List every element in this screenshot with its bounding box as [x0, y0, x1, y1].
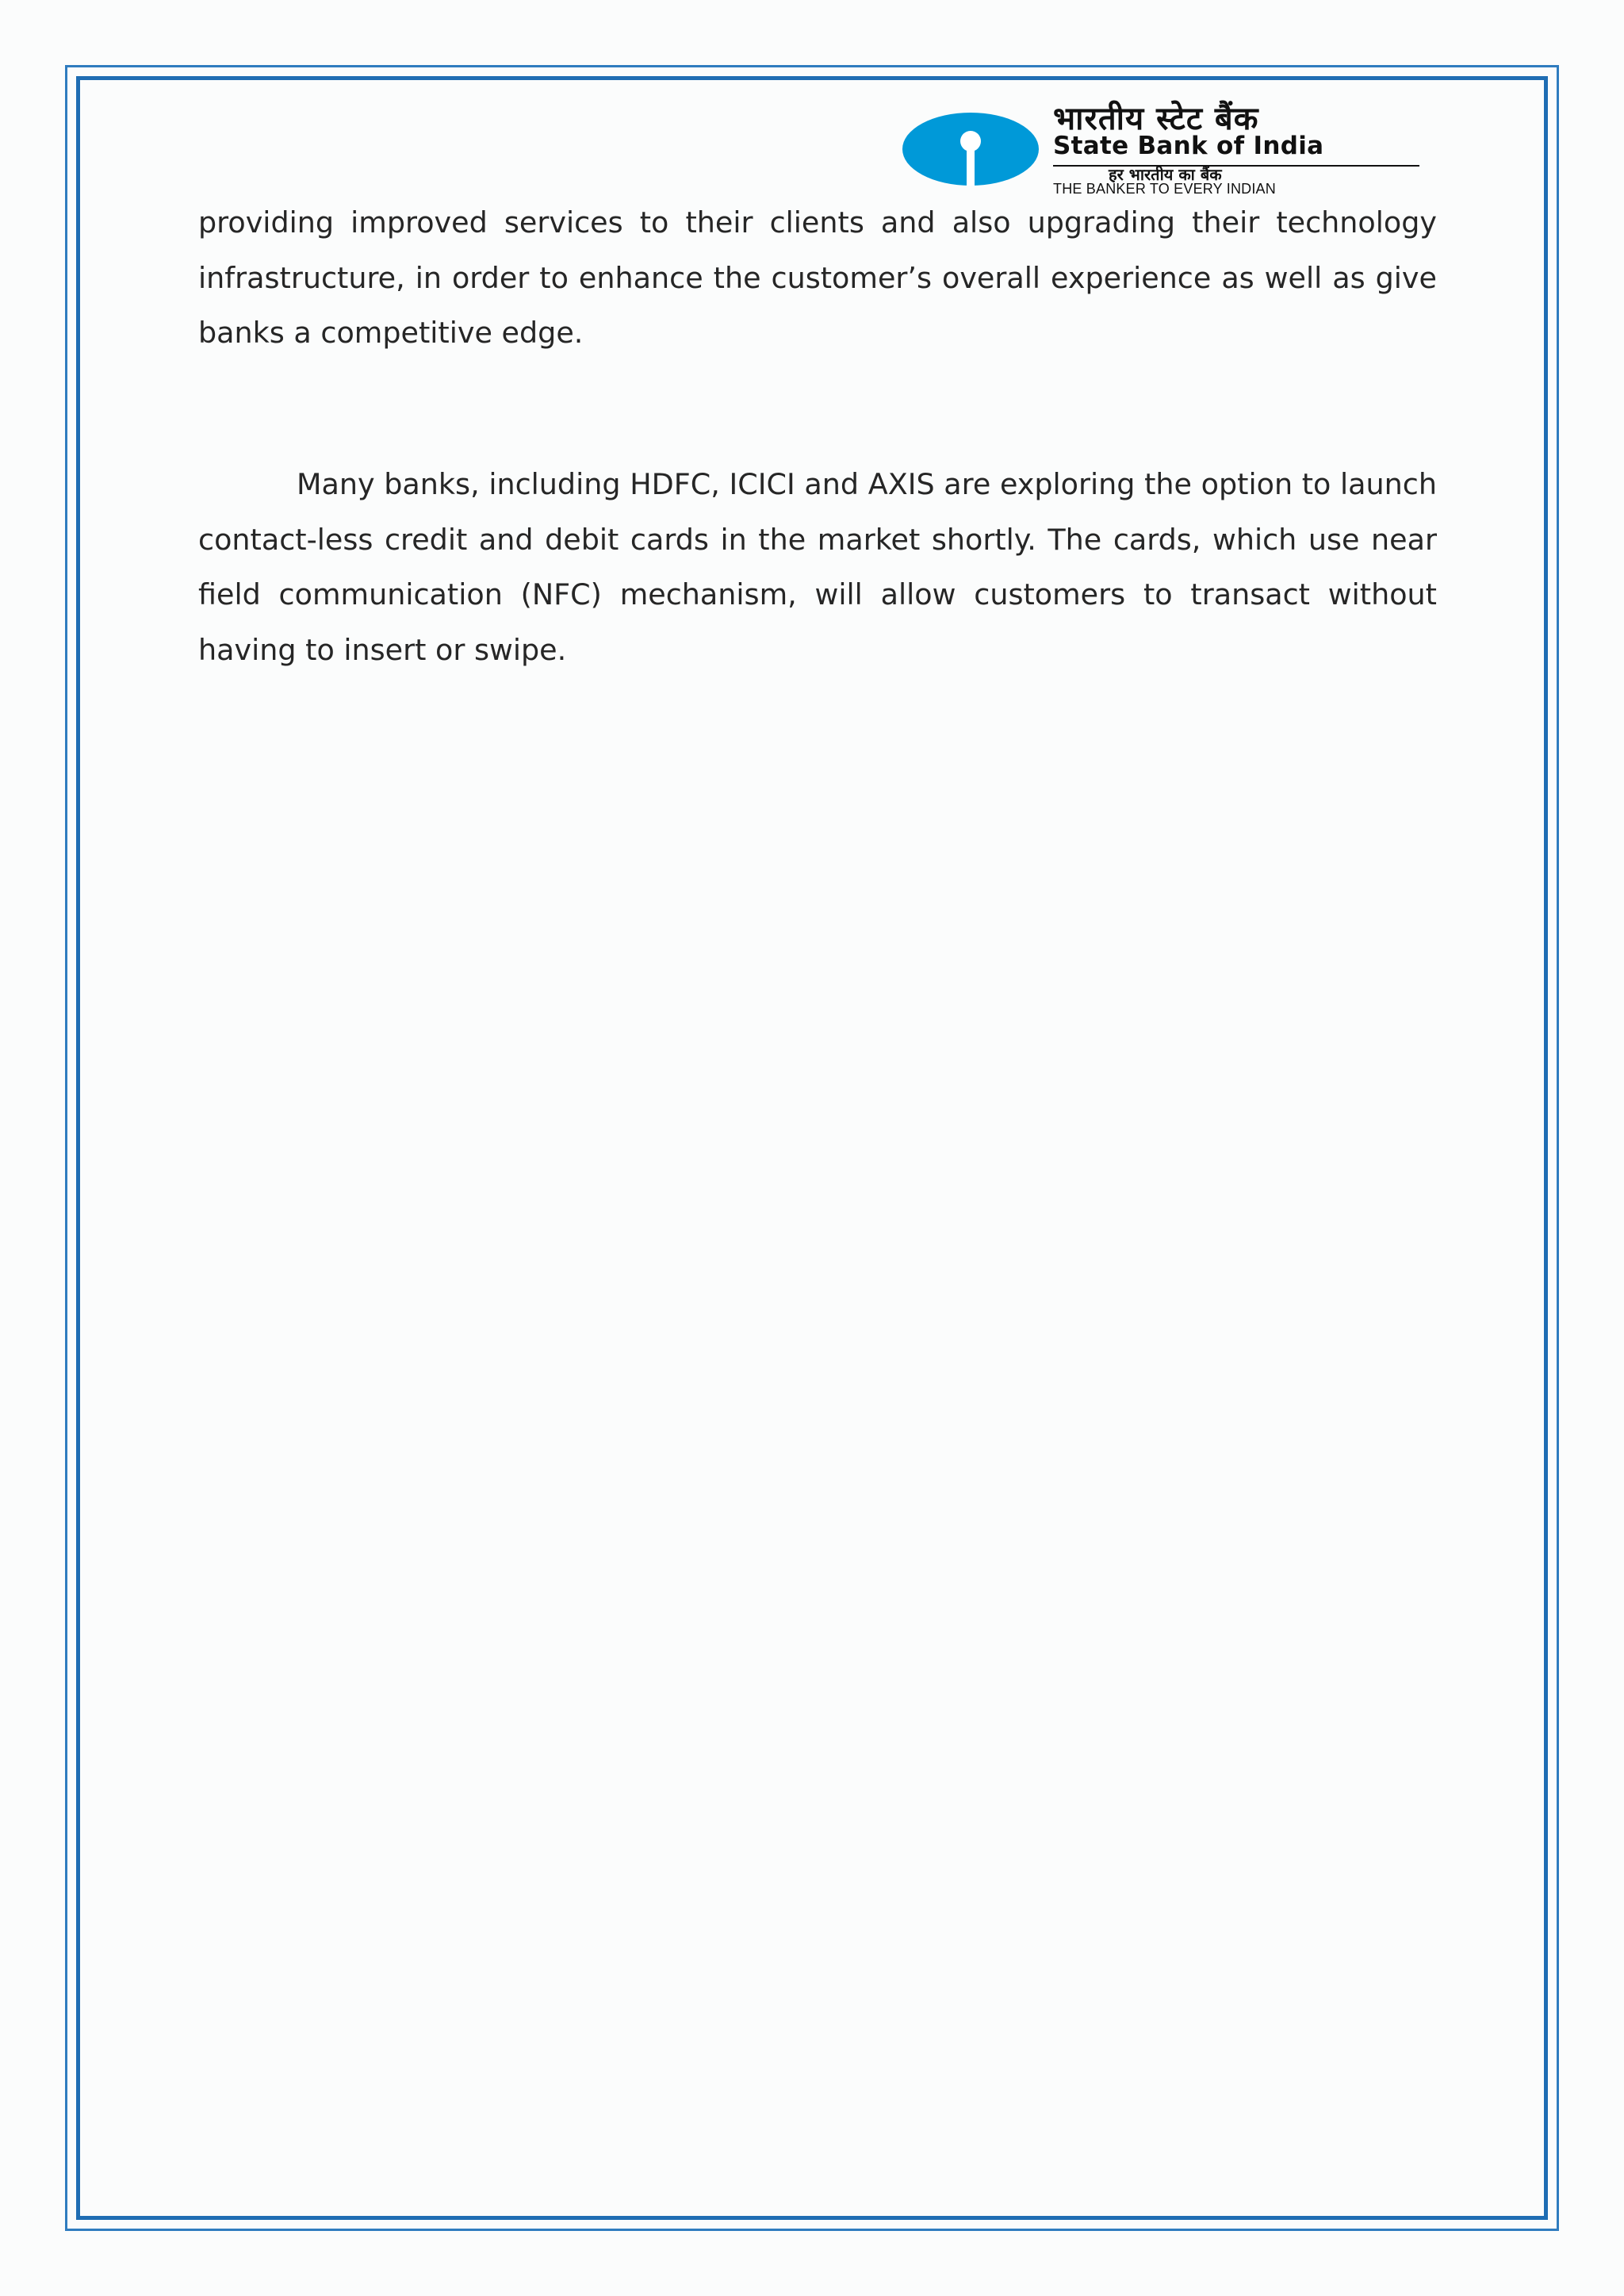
logo-english-tagline: THE BANKER TO EVERY INDIAN: [1053, 181, 1276, 197]
sbi-logo: [902, 102, 1426, 197]
paragraph-continuation: providing improved services to their clients and also upgrading their technology infrastructure, in order to enhance the customer’s overall experience as well as give banks a competitive edge.: [198, 205, 1437, 350]
paragraph-contactless-cards: Many banks, including HDFC, ICICI and AXIS are exploring the option to launch contact-less credit and debit cards in the market shortly. The cards, which use near field communication (NFC) mechanism, will allow customers to transact without having to insert or swipe.: [198, 467, 1437, 667]
sbi-logo-text: [1051, 102, 1424, 197]
logo-hindi-name: भारतीय स्टेट बैंक: [1053, 100, 1259, 137]
sbi-logo-icon: [902, 113, 1039, 186]
logo-english-name: State Bank of India: [1053, 132, 1324, 160]
logo-hindi-tagline: हर भारतीय का बैंक: [1109, 165, 1222, 184]
page-border-inner: [76, 76, 1548, 2220]
